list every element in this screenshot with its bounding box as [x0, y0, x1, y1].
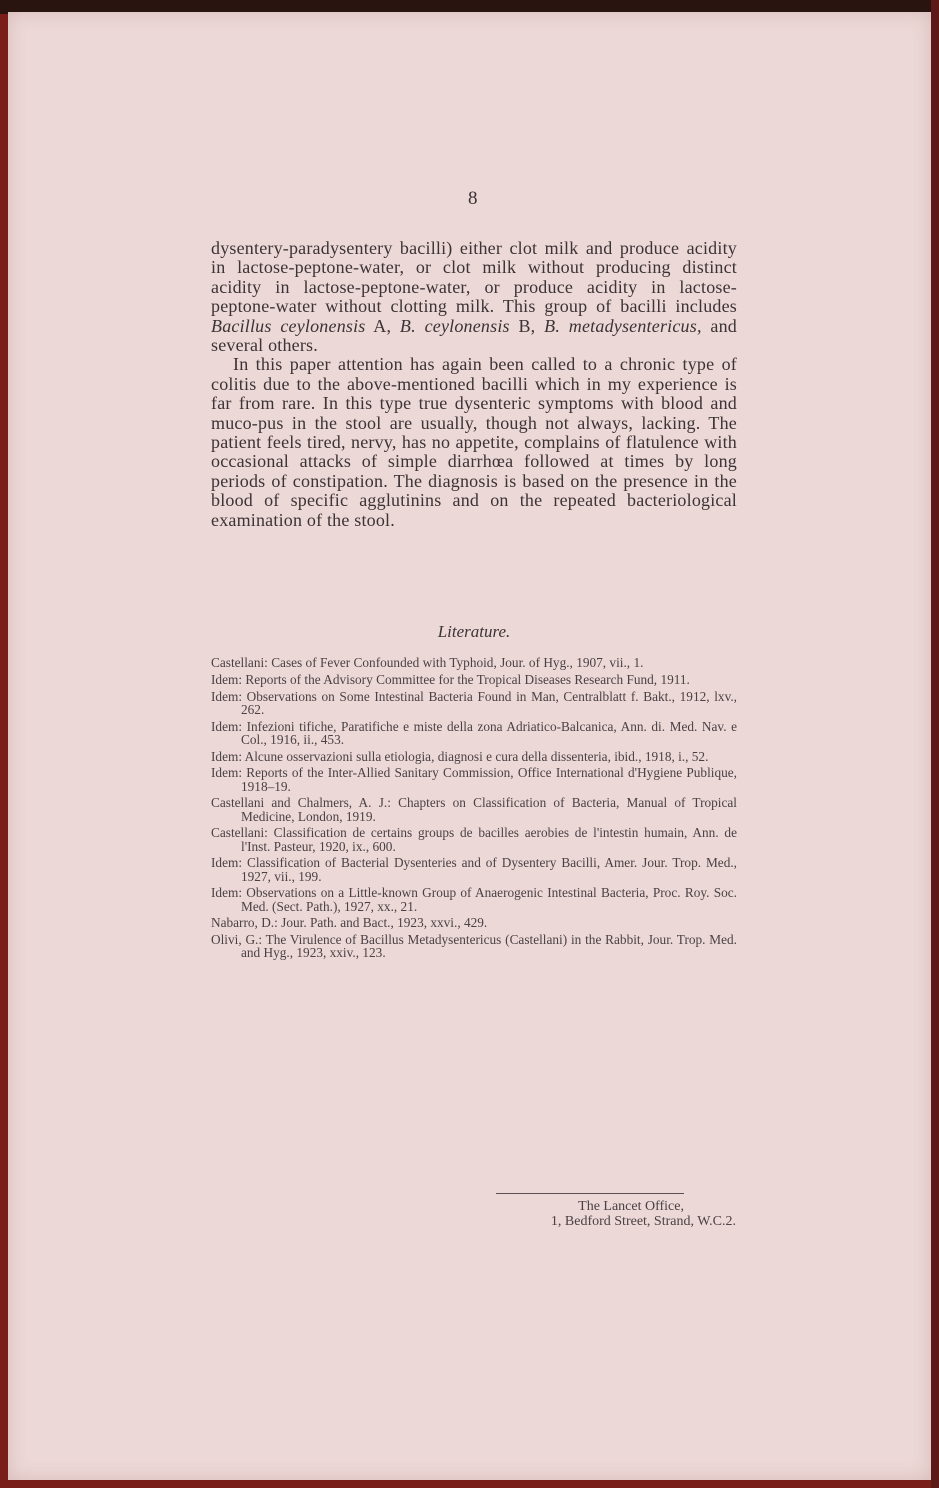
reference-item: Idem: Classification of Bacterial Dysenteries and of Dysentery Bacilli, Amer. Jour. Trop. Med., 1927, vii., 199. — [211, 855, 737, 884]
reference-item: Idem: Observations on Some Intestinal Bacteria Found in Man, Centralblatt f. Bakt., 1912, lxv., 262. — [211, 688, 737, 717]
reference-item: Idem: Infezioni tifiche, Paratifiche e miste della zona Adriatico-Balcanica, Ann. di. Med. Nav. e Col., 1916, ii., 453. — [211, 718, 737, 747]
reference-item: Castellani: Classification de certains groups de bacilles aerobies de l'intestin humain, Ann. de l'Inst. Pasteur, 1920, ix., 600. — [211, 825, 737, 854]
reference-item: Idem: Reports of the Advisory Committee for the Tropical Diseases Research Fund, 1911. — [211, 671, 690, 687]
paragraph-2: In this paper attention has again been called to a chronic type of colitis due to the above-mentioned bacilli which in my experience is far from rare. In this type true dysenteric symptoms with blood and muco-pus in the stool are usually, though not always, lacking. The patient feels tired, nervy, has no appetite, complains of flatulence with occasional attacks of simple diarrhœa followed at times by long periods of constipation. The diagnosis is based on the presence in the blood of specific agglutinins and on the repeated bacteriological examination of the stool. — [211, 354, 737, 530]
reference-item: Idem: Observations on a Little-known Group of Anaerogenic Intestinal Bacteria, Proc. Roy. Soc. Med. (Sect. Path.), 1927, xx., 21. — [211, 885, 737, 914]
paragraph-1-text-c: A, — [365, 315, 400, 336]
paragraph-1 — [211, 239, 737, 355]
species-name-3: B. metadysentericus, — [544, 315, 702, 336]
page-number: 8 — [468, 188, 478, 209]
body-text — [211, 239, 737, 530]
reference-item: Olivi, G.: The Virulence of Bacillus Metadysentericus (Castellani) in the Rabbit, Jour. Trop. Med. and Hyg., 1923, xxiv., 123. — [211, 932, 737, 961]
imprint-line-1: The Lancet Office, — [578, 1199, 684, 1214]
paragraph-1-text-a: dysentery-paradysentery bacilli) either clot milk and produce acidity in lactose-peptone-water, or clot milk without producing distinct acidity in lactose-peptone-water, or produce acidity in lactose-peptone-water without clotting milk. This group of bacilli includes — [211, 238, 737, 317]
paragraph-1-text-e: B, — [509, 315, 545, 336]
scan-right-border — [931, 0, 939, 1488]
species-name-1: Bacillus ceylonensis — [211, 315, 366, 336]
reference-item: Idem: Reports of the Inter-Allied Sanitary Commission, Office International d'Hygiene Publique, 1918–19. — [211, 765, 737, 794]
reference-item: Idem: Alcune osservazioni sulla etiologia, diagnosi e cura della dissenteria, ibid., 1918, i., 52. — [211, 748, 709, 764]
reference-item: Castellani and Chalmers, A. J.: Chapters on Classification of Bacteria, Manual of Tropical Medicine, London, 1919. — [211, 795, 737, 824]
paragraph-1-text-g: and several others. — [211, 315, 737, 356]
literature-heading: Literature. — [437, 622, 511, 641]
reference-item: Nabarro, D.: Jour. Path. and Bact., 1923, xxvi., 429. — [211, 915, 488, 931]
reference-list — [211, 656, 737, 963]
imprint-rule — [496, 1193, 684, 1194]
reference-item: Castellani: Cases of Fever Confounded with Typhoid, Jour. of Hyg., 1907, vii., 1. — [211, 655, 644, 670]
species-name-2: B. ceylonensis — [399, 315, 510, 336]
imprint-line-2: 1, Bedford Street, Strand, W.C.2. — [550, 1214, 736, 1229]
